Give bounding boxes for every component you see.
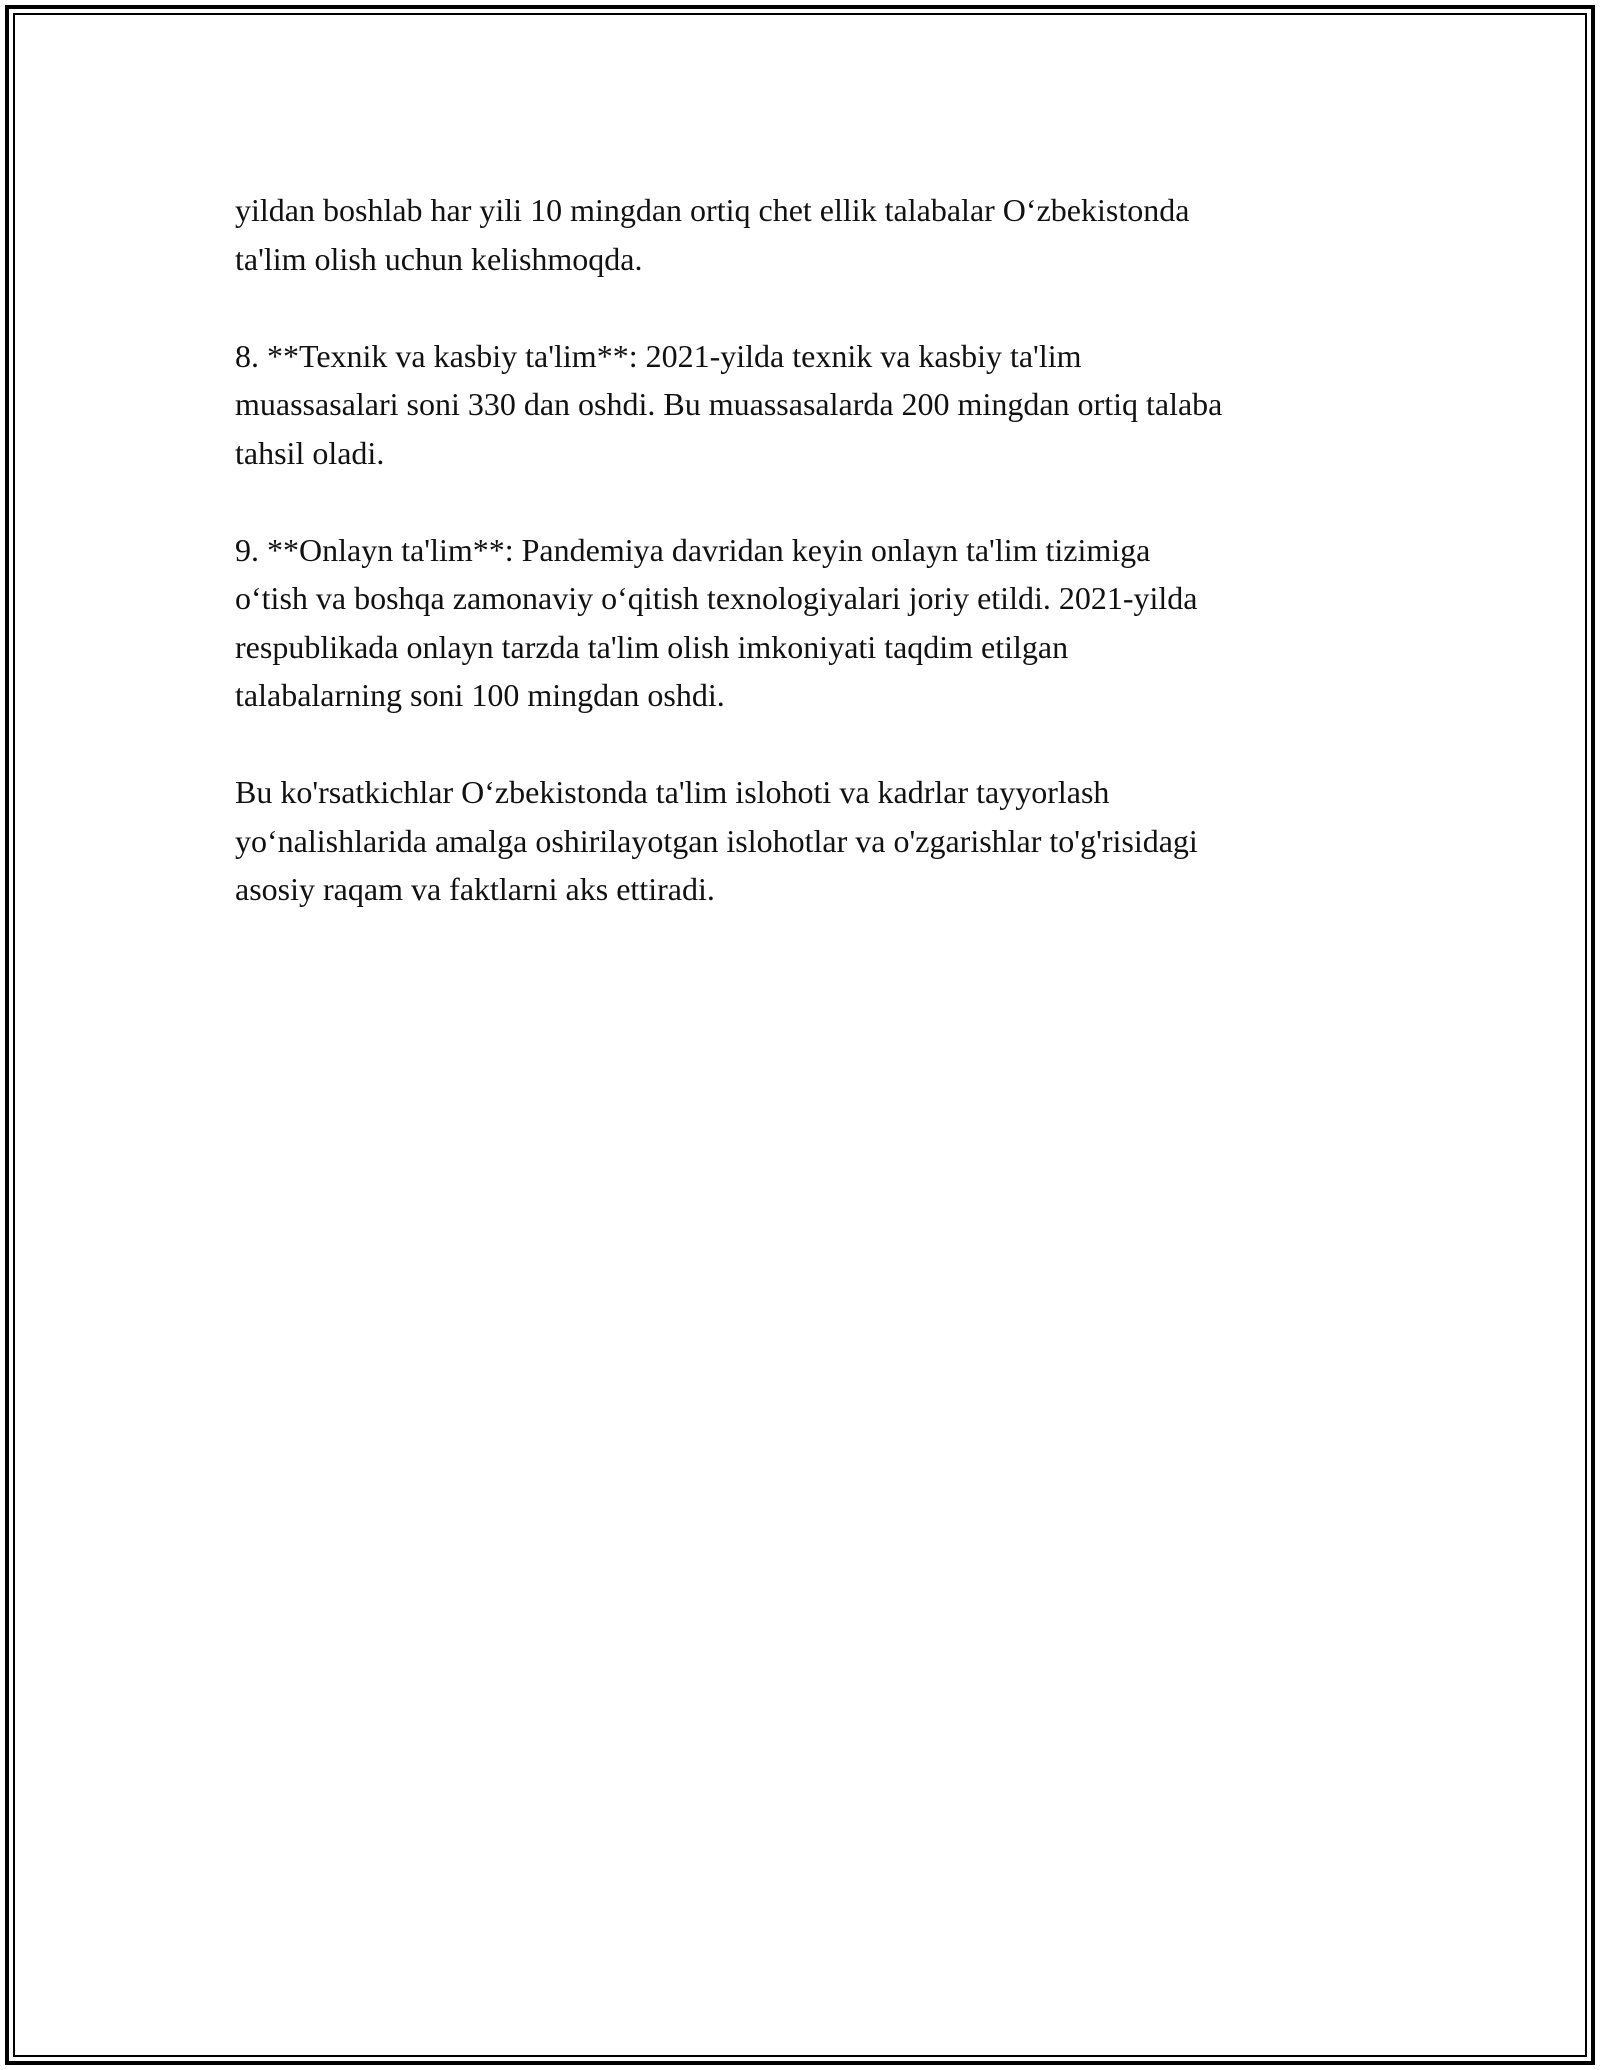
text-line: muassasalari soni 330 dan oshdi. Bu muassasalarda 200 mingdan ortiq talaba [235,386,1223,422]
paragraph-conclusion [235,768,1385,914]
text-line: Bu ko'rsatkichlar O‘zbekistonda ta'lim islohoti va kadrlar tayyorlash [235,774,1110,810]
text-line: 8. **Texnik va kasbiy ta'lim**: 2021-yilda texnik va kasbiy ta'lim [235,337,1082,374]
paragraph-online-education [235,526,1385,720]
text-line: o‘tish va boshqa zamonaviy o‘qitish texnologiyalari joriy etildi. 2021-yilda [235,580,1198,616]
text-line: tahsil oladi. [235,434,385,471]
text-line: talabalarning soni 100 mingdan oshdi. [235,677,725,713]
text-line: 9. **Onlayn ta'lim**: Pandemiya davridan keyin onlayn ta'lim tizimiga [235,531,1151,568]
text-line: yo‘nalishlarida amalga oshirilayotgan islohotlar va o'zgarishlar to'g'risidagi [235,822,1198,859]
paragraph-foreign-students [235,186,1385,283]
text-line: yildan boshlab har yili 10 mingdan ortiq chet ellik talabalar O‘zbekistonda [235,192,1190,228]
text-line: asosiy raqam va faktlarni aks ettiradi. [235,871,715,907]
text-line: ta'lim olish uchun kelishmoqda. [235,240,643,277]
document-body [235,186,1385,962]
text-line: respublikada onlayn tarzda ta'lim olish imkoniyati taqdim etilgan [235,628,1069,665]
paragraph-technical-education [235,332,1385,478]
